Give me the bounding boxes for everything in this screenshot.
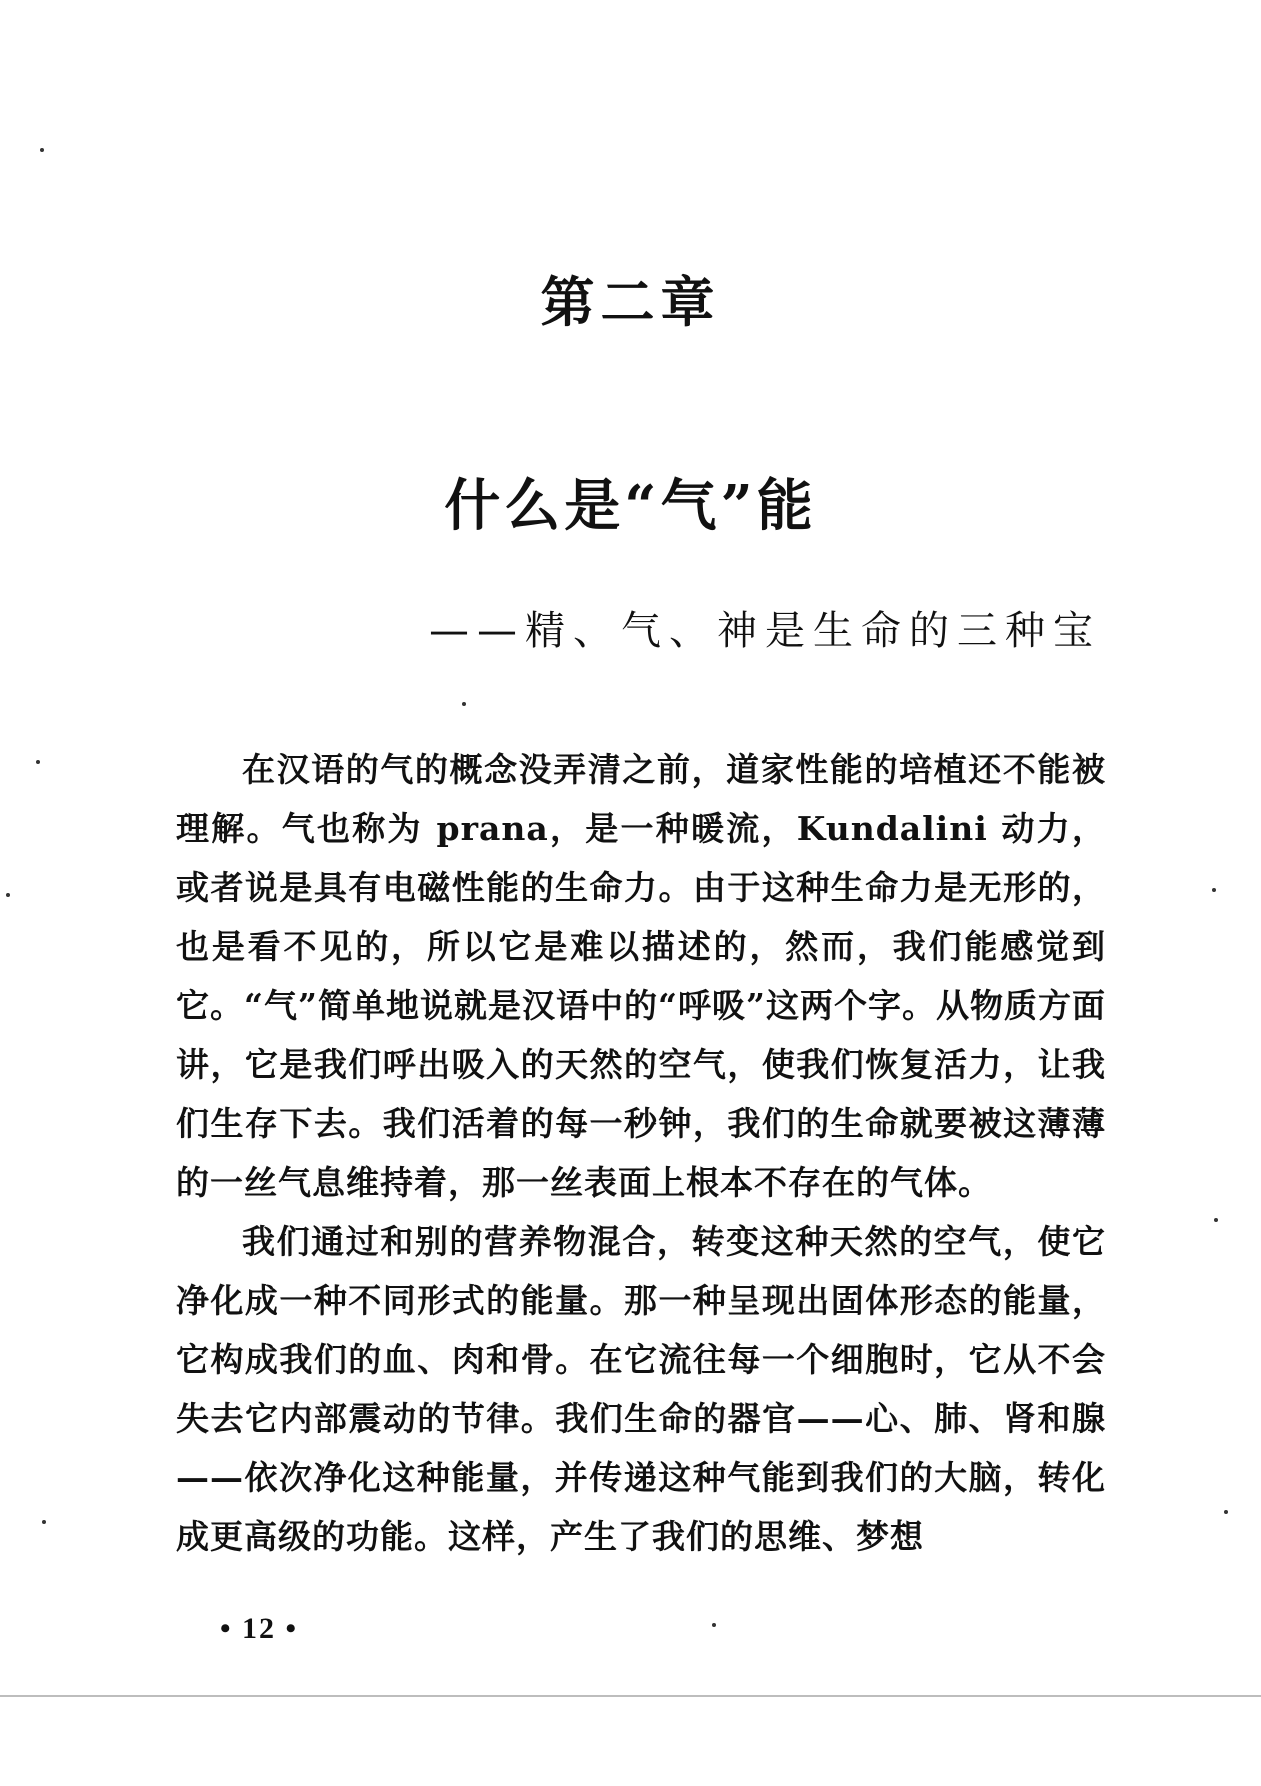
paragraph: 我们通过和别的营养物混合，转变这种天然的空气，使它净化成一种不同形式的能量。那一种呈现出固体形态的能量，它构成我们的血、肉和骨。在它流往每一个细胞时，它从不会失去它内部震动的节律。我们生命的器官——心、肺、肾和腺——依次净化这种能量，并传递这种气能到我们的大脑，转化成更高级的功能。这样，产生了我们的思维、梦想 [176, 1222, 1106, 1556]
scan-speck [1224, 1510, 1228, 1514]
scan-speck [1214, 1218, 1218, 1222]
scan-speck [36, 760, 40, 764]
paragraph: 在汉语的气的概念没弄清之前，道家性能的培植还不能被理解。气也称为 prana，是一种暖流，Kundalini 动力，或者说是具有电磁性能的生命力。由于这种生命力是无形的，也是看不见的，所以它是难以描述的，然而，我们能感觉到它。“气”简单地说就是汉语中的“呼吸”这两个字。从物质方面讲，它是我们呼出吸入的天然的空气，使我们恢复活力，让我们生存下去。我们活着的每一秒钟，我们的生命就要被这薄薄的一丝气息维持着，那一丝表面上根本不存在的气体。 [176, 750, 1106, 1202]
body-text [176, 740, 1106, 1566]
page-bottom-edge [0, 1695, 1261, 1697]
chapter-heading: 第二章 [540, 270, 721, 334]
page-number: • 12 • [220, 1612, 299, 1645]
scan-speck [40, 148, 44, 152]
scan-speck [1212, 888, 1216, 892]
chapter-title: 什么是“气”能 [444, 473, 817, 539]
chapter-subtitle: ——精、气、神是生命的三种宝 [429, 608, 1101, 654]
scan-speck [712, 1623, 716, 1627]
scan-speck [6, 893, 10, 897]
scan-speck [42, 1520, 46, 1524]
scan-speck [462, 702, 466, 706]
